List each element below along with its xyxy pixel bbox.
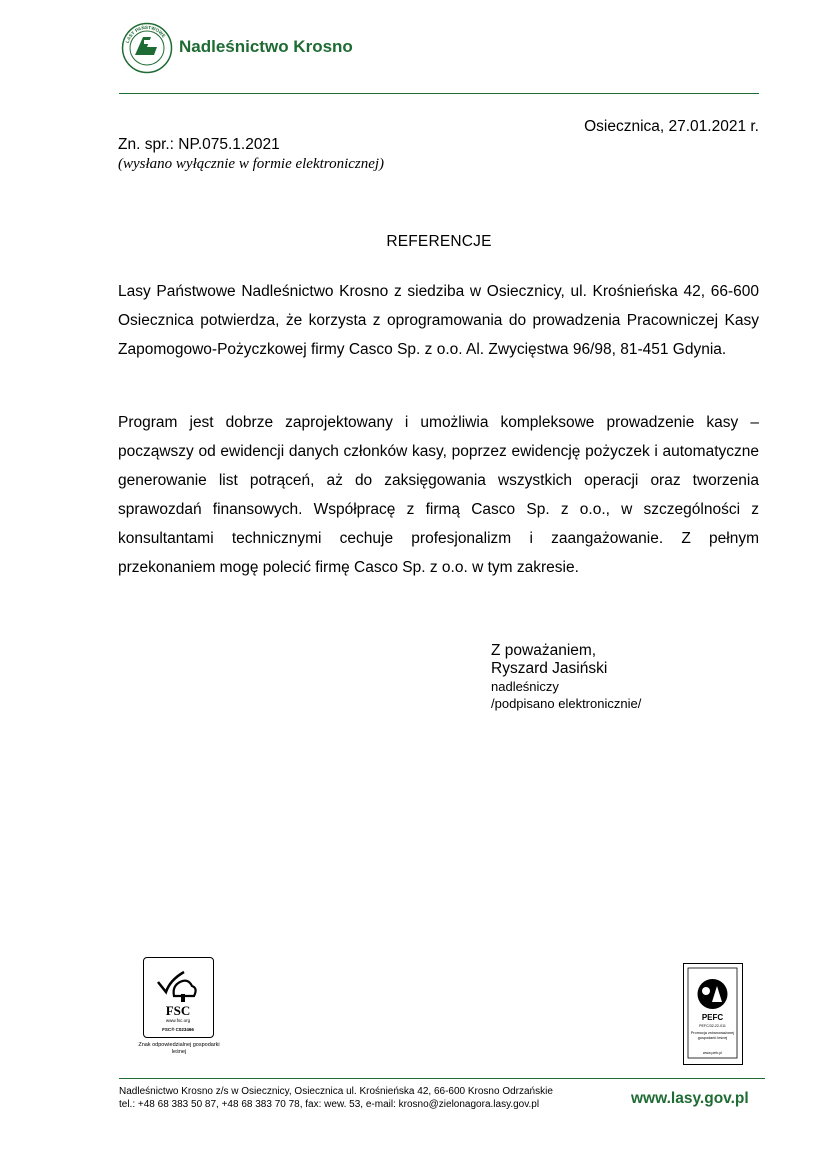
letter-title: REFERENCJE: [386, 233, 492, 250]
pefc-mark: PEFC: [701, 1013, 724, 1022]
fsc-code: FSC® C023466: [162, 1027, 194, 1032]
body-paragraph-2: Program jest dobrze zaprojektowany i umożliwia kompleksowe prowadzenie kasy – począwszy od ewidencji danych członków kasy, poprzez ewidencję pożyczek i automatyczne generowanie list potrąceń, aż do zaksięgowania wszystkich operacji oraz tworzenia sprawozdań finansowych. Współpracę z firmą Casco Sp. z o.o., w szczególności z konsultantami technicznymi cechuje profesjonalizm i zaangażowanie. Z pełnym przekonaniem mogę polecić firmę Casco Sp. z o.o. w tym zakresie.: [118, 414, 759, 576]
organization-name: Nadleśnictwo Krosno: [179, 37, 353, 56]
signature-closing: Z poważaniem,: [491, 642, 597, 659]
header-divider: [119, 93, 759, 94]
pefc-logo: [683, 963, 743, 1065]
reference-note: (wysłano wyłącznie w formie elektronicznej): [118, 156, 385, 172]
signature-name: Ryszard Jasiński: [491, 660, 608, 677]
footer-address: [119, 1085, 553, 1111]
pefc-caption: Promocja zrównoważonej gospodarki leśnej: [690, 1031, 735, 1040]
pefc-code: PEFC/32-22-011: [699, 1024, 726, 1028]
pefc-url: www.pefc.pl: [702, 1051, 723, 1055]
fsc-mark: FSC: [165, 1003, 191, 1018]
website-link[interactable]: www.lasy.gov.pl: [631, 1090, 749, 1107]
logo-lettering: LASY PAŃSTWOWE: [124, 24, 167, 44]
footer-line-1: Nadleśnictwo Krosno z/s w Osiecznicy, Osiecznica ul. Krośnieńska 42, 66-600 Krosno Odrzańskie: [119, 1086, 553, 1097]
place-date: Osiecznica, 27.01.2021 r.: [584, 118, 759, 135]
reference-number: Zn. spr.: NP.075.1.2021: [118, 136, 280, 153]
footer-divider: [119, 1078, 765, 1079]
signature-block: [491, 642, 641, 712]
body-paragraph-1: Lasy Państwowe Nadleśnictwo Krosno z siedziba w Osiecznicy, ul. Krośnieńska 42, 66-600 Osiecznica potwierdza, że korzysta z oprogramowania do prowadzenia Pracowniczej Kasy Zapomogowo-Pożyczkowej firmy Casco Sp. z o.o. Al. Zwycięstwa 96/98, 81-451 Gdynia.: [118, 283, 759, 358]
fsc-url: www.fsc.org: [165, 1018, 191, 1023]
footer-line-2: tel.: +48 68 383 50 87, +48 68 383 70 78, fax: wew. 53, e-mail: krosno@zielonagora.lasy.gov.pl: [119, 1099, 540, 1110]
signature-note: /podpisano elektronicznie/: [491, 696, 642, 711]
fsc-caption: Znak odpowiedzialnej gospodarki leśnej: [138, 1042, 220, 1055]
signature-role: nadleśniczy: [491, 679, 559, 694]
lasy-panstwowe-logo: [121, 22, 173, 74]
fsc-logo: [143, 957, 214, 1038]
